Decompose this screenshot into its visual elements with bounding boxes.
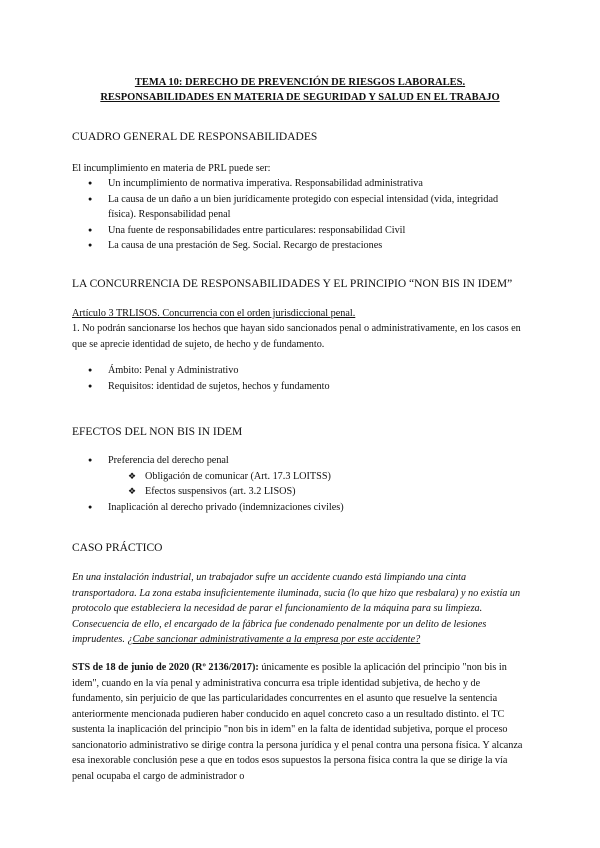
list-item: ● La causa de un daño a un bien jurídicamente protegido con especial intensidad (vida, integridad física). Responsabilidad penal <box>72 192 528 223</box>
section-heading-concurrencia: LA CONCURRENCIA DE RESPONSABILIDADES Y EL PRINCIPIO “NON BIS IN IDEM” <box>72 278 513 290</box>
list-item: ● Un incumplimiento de normativa imperativa. Responsabilidad administrativa <box>72 176 528 192</box>
article-title: Artículo 3 TRLISOS. Concurrencia con el orden jurisdiccional penal. <box>72 308 356 319</box>
ruling-paragraph <box>72 660 528 784</box>
section-heading-caso: CASO PRÁCTICO <box>72 542 163 554</box>
sub-list-item: ❖ Efectos suspensivos (art. 3.2 LISOS) <box>108 484 528 500</box>
list-item <box>72 453 528 500</box>
list-item: ● Requisitos: identidad de sujetos, hechos y fundamento <box>72 379 528 395</box>
ruling-text: únicamente es posible la aplicación del principio "non bis in idem", cuando en la vía penal y administrativa concurra esa triple identidad subjetiva, de hecho y de fundamento, sin perjuicio de que las particularidades concurrentes en el asunto que resuelve la sentencia anteriormente mencionada pudieren haber conducido en aquel concreto caso a un resultado distinto. el TC sustenta la inaplicación del principio "non bis in idem" en la falta de identidad subjetiva, porque el proceso sancionatorio administrativo se dirige contra la persona jurídica y el penal contra una persona física. Y alcanza esa inexorable conclusión pese a que en todos esos supuestos la persona física contra la que se dirige la vía penal ocupaba el cargo de administrador o <box>72 662 523 782</box>
list-item: ● La causa de una prestación de Seg. Social. Recargo de prestaciones <box>72 238 528 254</box>
list-item: ● Una fuente de responsabilidades entre particulares: responsabilidad Civil <box>72 223 528 239</box>
case-question: ¿Cabe sancionar administrativamente a la empresa por este accidente? <box>127 634 421 645</box>
title-line-1: TEMA 10: DERECHO DE PREVENCIÓN DE RIESGOS LABORALES. <box>134 77 466 88</box>
scope-list <box>72 363 528 394</box>
sub-list-item: ❖ Obligación de comunicar (Art. 17.3 LOITSS) <box>108 469 528 485</box>
document-title <box>72 75 528 105</box>
list-item-label: Preferencia del derecho penal <box>108 455 229 466</box>
list-item: ● Inaplicación al derecho privado (indemnizaciones civiles) <box>72 500 528 516</box>
article-text: 1. No podrán sancionarse los hechos que hayan sido sancionados penal o administrativamente, en los casos en que se aprecie identidad de sujeto, de hecho y de fundamento. <box>72 323 521 350</box>
section-heading-responsabilidades: CUADRO GENERAL DE RESPONSABILIDADES <box>72 131 318 143</box>
responsibility-list <box>72 176 528 254</box>
title-line-2: RESPONSABILIDADES EN MATERIA DE SEGURIDAD Y SALUD EN EL TRABAJO <box>100 92 500 103</box>
section-heading-efectos: EFECTOS DEL NON BIS IN IDEM <box>72 426 243 438</box>
ruling-reference: STS de 18 de junio de 2020 (Rº 2136/2017): <box>72 662 259 673</box>
case-description: En una instalación industrial, un trabajador sufre un accidente cuando está limpiando una cinta transportadora. La zona estaba insuficientemente iluminada, sucia (lo que hizo que resbalara) y no existía un protocolo que estableciera la necesidad de parar el funcionamiento de la máquina para su limpieza. Consecuencia de ello, el encargado de la fábrica fue condenado penalmente por un delito de lesiones imprudentes. <box>72 572 521 645</box>
case-text <box>72 570 528 648</box>
effects-list <box>72 453 528 515</box>
effects-sublist <box>108 469 528 500</box>
list-item: ● Ámbito: Penal y Administrativo <box>72 363 528 379</box>
section-intro: El incumplimiento en materia de PRL puede ser: <box>72 163 271 174</box>
